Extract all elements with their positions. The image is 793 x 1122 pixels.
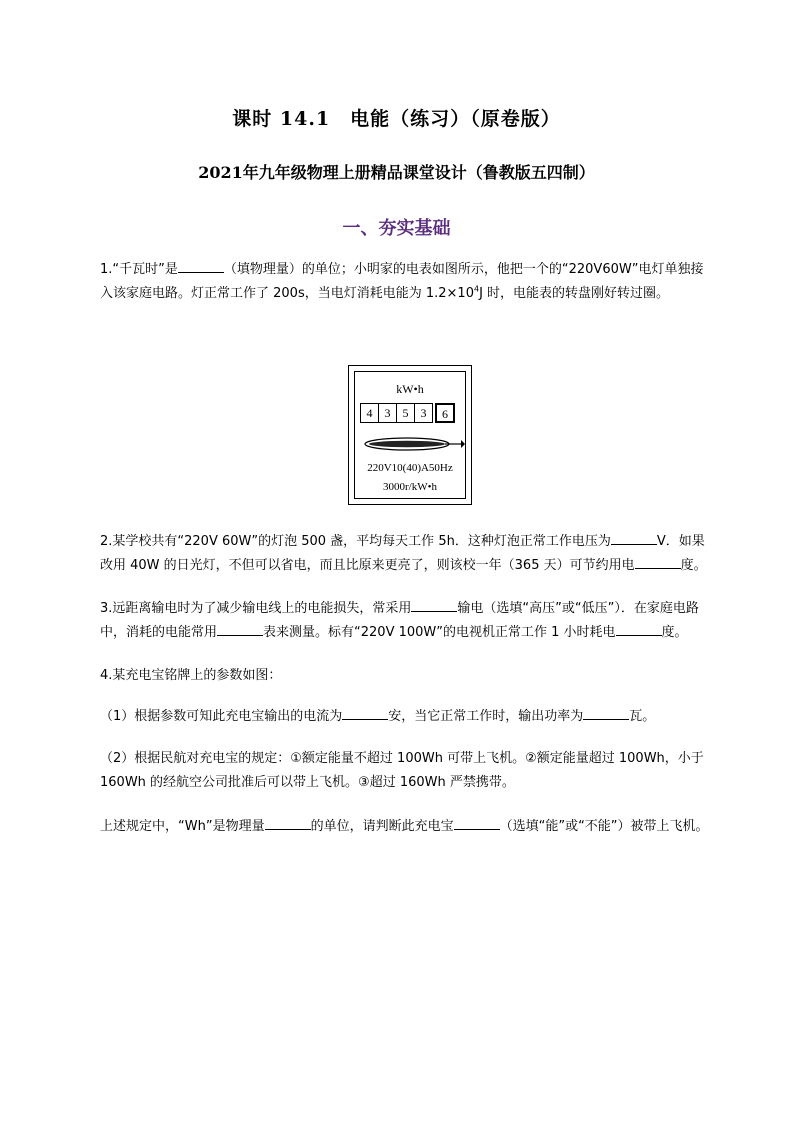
question-2: 2.某学校共有“220V 60W”的灯泡 500 盏，平均每天工作 5h．这种灯泡正常工作电压为 V．如果改用 40W 的日光灯，不但可以省电，而且比原来更亮了，则该校一年（365 天）可节约用电 度。 <box>100 534 707 573</box>
answer-blank[interactable] <box>411 599 457 612</box>
electric-meter-figure <box>348 365 472 505</box>
answer-blank[interactable] <box>611 532 657 545</box>
page-subtitle: 2021年九年级物理上册精品课堂设计（鲁教版五四制） <box>198 163 595 182</box>
question-4-tail: 上述规定中，“Wh”是物理量 的单位，请判断此充电宝 （选填“能”或“不能”）被带上飞机。 <box>100 819 709 834</box>
meter-constant: 3000r/kW•h <box>383 481 437 493</box>
question-4-part-2: （2）根据民航对充电宝的规定：①额定能量不超过 100Wh 可带上飞机。②额定能量超过 100Wh，小于 160Wh 的经航空公司批准后可以带上飞机。③超过 160Wh 严禁携带。 <box>100 751 704 790</box>
answer-blank[interactable] <box>217 623 263 636</box>
page-title: 课时 14.1 电能（练习）（原卷版） <box>232 108 561 130</box>
question-3: 3.远距离输电时为了减少输电线上的电能损失，常采用 输电（选填“高压”或“低压”）．在家庭电路中，消耗的电能常用 表来测量。标有“220V 100W”的电视机正常工作 1 小时耗电 度。 <box>100 601 699 640</box>
meter-digit: 4 <box>360 403 379 423</box>
meter-digit-decimal: 6 <box>435 403 455 423</box>
section-heading: 一、夯实基础 <box>342 218 451 239</box>
meter-digit: 3 <box>414 403 433 423</box>
meter-digit: 3 <box>378 403 397 423</box>
meter-digit: 5 <box>396 403 415 423</box>
answer-blank[interactable] <box>635 556 681 569</box>
answer-blank[interactable] <box>342 707 388 720</box>
question-4-intro: 4.某充电宝铭牌上的参数如图： <box>100 668 282 683</box>
meter-digits <box>361 403 455 423</box>
question-1: 1.“千瓦时”是 （填物理量）的单位；小明家的电表如图所示，他把一个的“220V60W”电灯单独接入该家庭电路。灯正常工作了 200s，当电灯消耗电能为 $1.2\times 10^4J$ 时，电能表的转盘刚好转过圈。 <box>100 262 704 301</box>
meter-rating: 220V10(40)A50Hz <box>367 462 453 474</box>
answer-blank[interactable] <box>583 707 629 720</box>
rotating-disc-icon <box>361 435 465 453</box>
answer-blank[interactable] <box>178 260 224 273</box>
question-4-part-1: （1）根据参数可知此充电宝输出的电流为 安，当它正常工作时，输出功率为 瓦。 <box>100 709 656 724</box>
answer-blank[interactable] <box>616 623 662 636</box>
answer-blank[interactable] <box>454 817 500 830</box>
meter-unit: kW•h <box>396 382 424 396</box>
answer-blank[interactable] <box>265 817 311 830</box>
